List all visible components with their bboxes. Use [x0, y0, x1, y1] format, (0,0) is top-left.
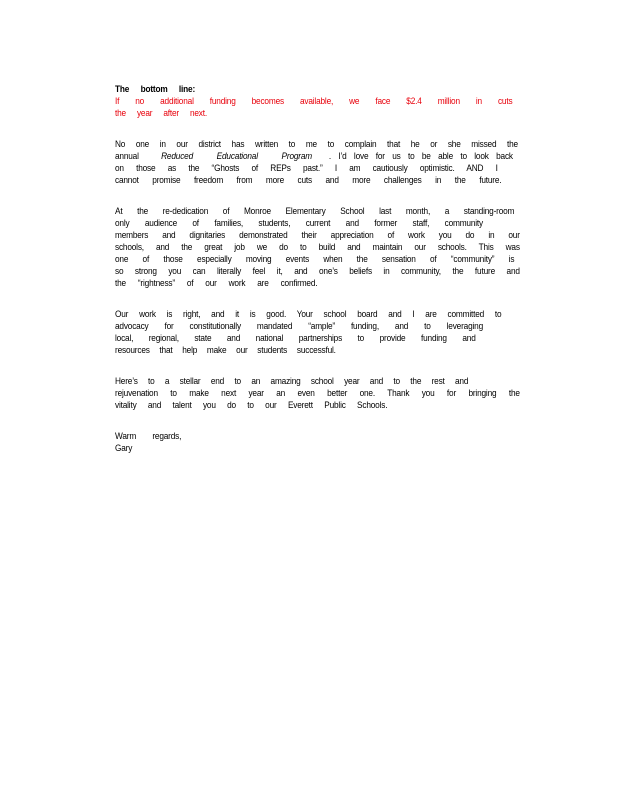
paragraph-thanks [115, 375, 520, 411]
funding-warning-line-2: the year after next. [115, 108, 207, 118]
bottom-line-heading: The bottom line: [115, 84, 196, 94]
paragraph-line: Our work is right, and it is good. Your school board and I are committed to [115, 309, 502, 319]
paragraph-line: the “rightness” of our work are confirmed. [115, 278, 318, 288]
paragraph-line: so strong you can literally feel it, and one’s beliefs in community, the future and [115, 266, 520, 276]
paragraph-line: No one in our district has written to me to complain that he or she missed the [115, 139, 518, 149]
paragraph-line: local, regional, state and national partnerships to provide funding and [115, 333, 476, 343]
paragraph-text: annual [115, 151, 139, 161]
paragraph-line [115, 150, 513, 162]
paragraph-line: resources that help make our students successful. [115, 345, 336, 355]
letter-body [115, 83, 520, 473]
closing-salutation: Warm regards, [115, 431, 182, 441]
paragraph-line: members and dignitaries demonstrated their appreciation of work you do in our [115, 230, 520, 240]
paragraph-text: . I’d love for us to be able to look back [328, 151, 513, 161]
paragraph-line: vitality and talent you do to our Everett Public Schools. [115, 400, 388, 410]
paragraph-line: on those as the “Ghosts of REPs past.” I am cautiously optimistic. AND I [115, 163, 498, 173]
paragraph-line: only audience of families, students, current and former staff, community [115, 218, 483, 228]
paragraph-line: At the re-dedication of Monroe Elementary School last month, a standing-room [115, 206, 515, 216]
signature-name: Gary [115, 443, 133, 453]
program-name: Reduced Educational Program [161, 151, 313, 161]
paragraph-line: Here’s to a stellar end to an amazing school year and to the rest and [115, 376, 469, 386]
paragraph-line: rejuvenation to make next year an even better one. Thank you for bringing the [115, 388, 520, 398]
paragraph-rep [115, 138, 518, 186]
paragraph-commitment [115, 308, 502, 356]
paragraph-line: one of those especially moving events when the sensation of “community” is [115, 254, 515, 264]
paragraph-line: cannot promise freedom from more cuts and more challenges in the future. [115, 175, 502, 185]
paragraph-line: schools, and the great job we do to build and maintain our schools. This was [115, 242, 520, 252]
bottom-line-section [115, 83, 513, 119]
funding-warning-line-1: If no additional funding becomes available, we face $2.4 million in cuts [115, 96, 513, 106]
paragraph-monroe [115, 205, 520, 289]
closing [115, 430, 494, 454]
paragraph-line: advocacy for constitutionally mandated “ample” funding, and to leveraging [115, 321, 483, 331]
